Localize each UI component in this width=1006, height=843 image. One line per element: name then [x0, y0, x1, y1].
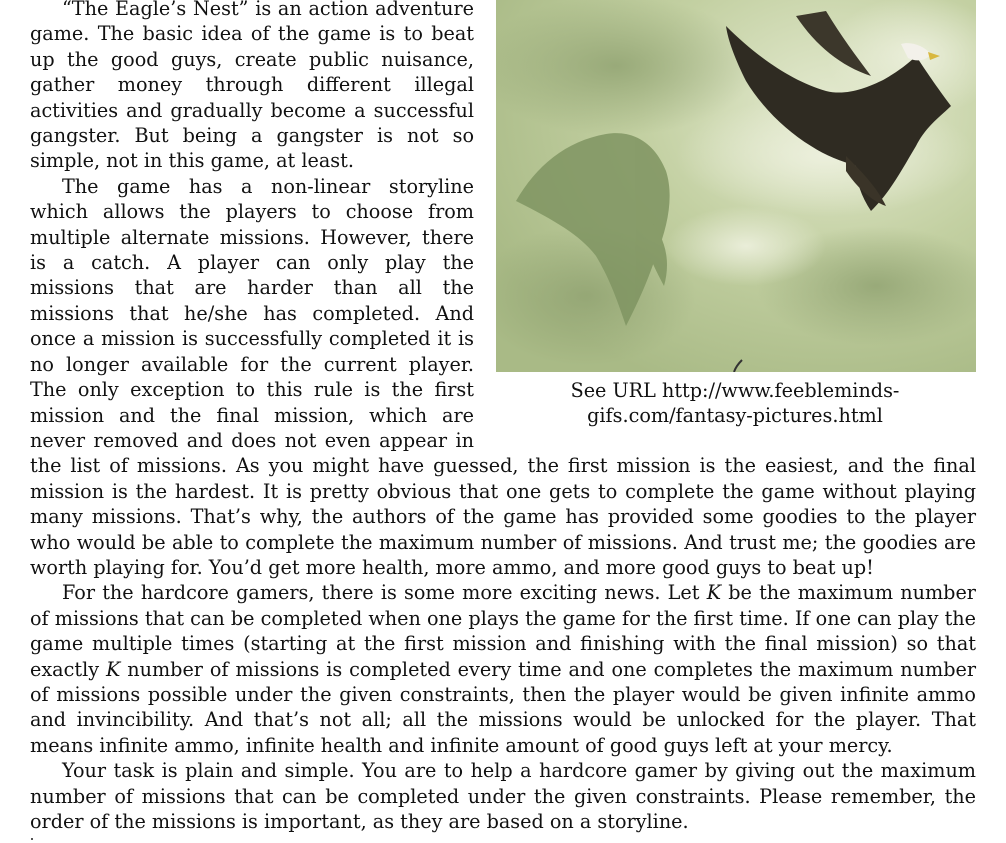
paragraph-hardcore-part-b: be the maximum number of missions that can be completed when one plays the game for the first time. If one can play the game multiple times (starting at the first mission and finishing with the final mission) so that exactly [30, 581, 976, 681]
figure-caption: See URL http://www.feebleminds-gifs.com/fantasy-pictures.html [570, 379, 900, 428]
eagle-picture [496, 0, 976, 372]
paragraph-task: Your task is plain and simple. You are to help a hardcore gamer by giving out the maximum number of missions that can be completed under the given constraints. Please remember, the order of the missions is important, as they are based on a storyline. [30, 759, 976, 833]
problem-statement [30, 0, 976, 834]
paragraph-intro: “The Eagle’s Nest” is an action adventure game. The basic idea of the game is to beat up the good guys, create public nuisance, gather money through different illegal activities and gradually become a successful gangster. But being a gangster is not so simple, not in this game, at least. [30, 0, 474, 173]
paragraph-storyline: The game has a non-linear storyline which allows the players to choose from multiple alternate missions. However, there is a catch. A player can only play the missions that are harder than all the missions that he/she has completed. And once a mission is successfully completed it is no longer available for the current player. The only exception to this rule is the first mission and the final mission, which are never removed and does not even appear in the list of missions. As you might have guessed, the first mission is the easiest, and the final mission is the hardest. It is pretty obvious that one gets to complete the game without playing many missions. That’s why, the authors of the game has provided some goodies to the player who would be able to complete the maximum number of missions. And trust me; the goodies are worth playing for. You’d get more health, more ammo, and more good guys to beat up! [30, 174, 976, 579]
variable-k: K [706, 581, 722, 605]
variable-k: K [105, 657, 121, 681]
figure [494, 0, 976, 429]
paragraph-hardcore [30, 580, 976, 758]
paragraph-hardcore-part-c: number of missions is completed every time and one completes the maximum number of missions possible under the given constraints, then the player would be given infinite ammo and invincibility. And that’s not all; all the missions would be unlocked for the player. That means infinite ammo, infinite health and infinite amount of good guys left at your mercy. [30, 657, 977, 757]
paragraph-hardcore-part-a: For the hardcore gamers, there is some more exciting news. Let [62, 581, 700, 605]
page-mark [31, 838, 33, 840]
